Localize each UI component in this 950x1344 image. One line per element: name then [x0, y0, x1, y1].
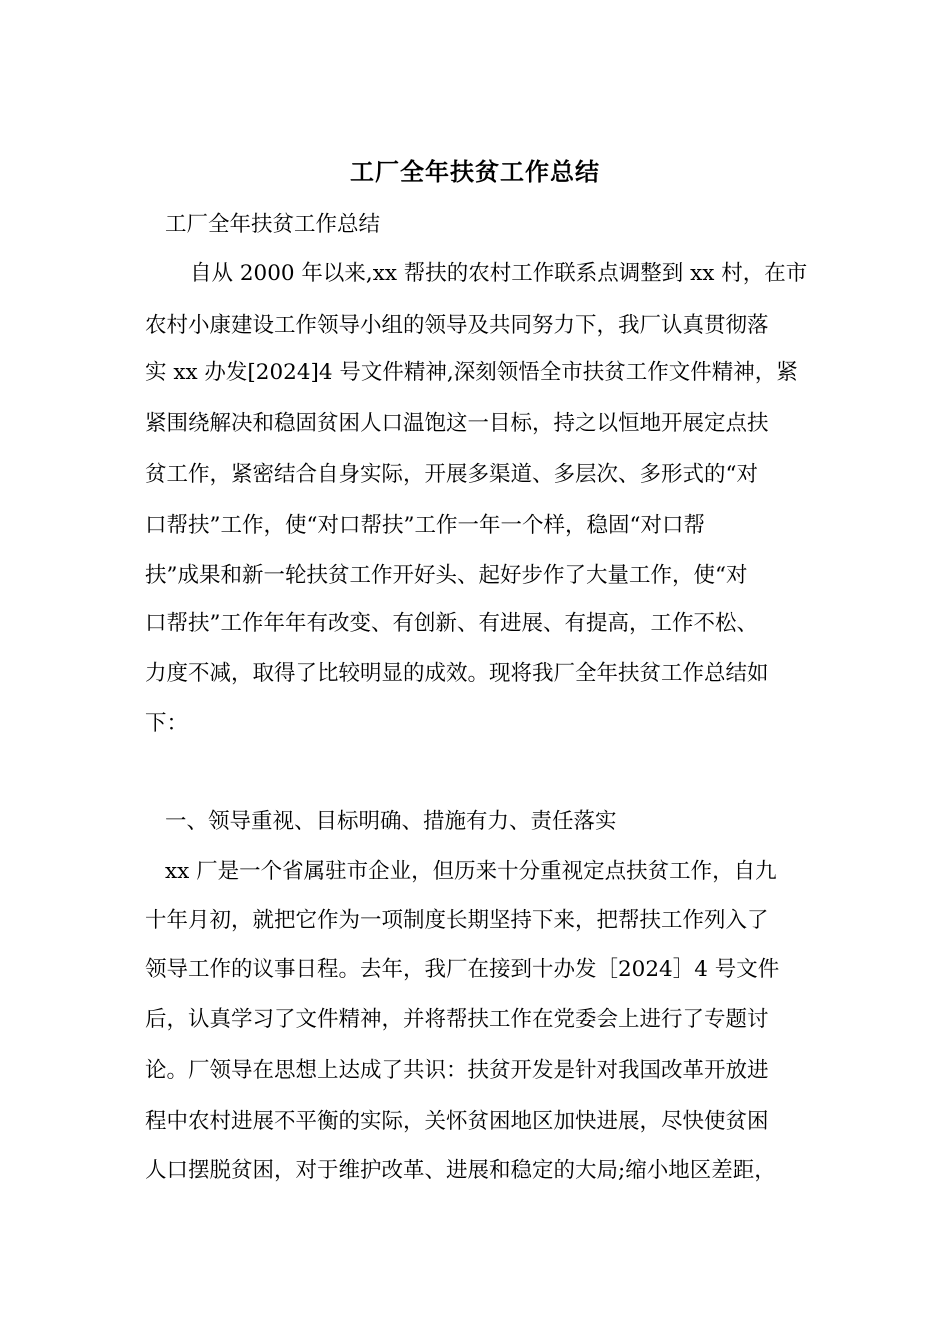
paragraph-line: 自从 2000 年以来,xx 帮扶的农村工作联系点调整到 xx 村，在市 [190, 261, 808, 286]
paragraph-line: 人口摆脱贫困，对于维护改革、进展和稳定的大局;缩小地区差距， [145, 1158, 776, 1183]
paragraph-line: 程中农村进展不平衡的实际，关怀贫困地区加快进展，尽快使贫困 [145, 1109, 769, 1134]
paragraph-line: 论。厂领导在思想上达成了共识：扶贫开发是针对我国改革开放进 [145, 1058, 769, 1083]
paragraph-line: 贫工作，紧密结合自身实际，开展多渠道、多层次、多形式的“对 [145, 462, 758, 487]
paragraph-line: 后，认真学习了文件精神，并将帮扶工作在党委会上进行了专题讨 [145, 1007, 769, 1032]
section-heading: 一、领导重视、目标明确、措施有力、责任落实 [165, 809, 617, 834]
paragraph-line: 农村小康建设工作领导小组的领导及共同努力下，我厂认真贯彻落 [145, 313, 769, 338]
paragraph-line: 领导工作的议事日程。去年，我厂在接到十办发［2024］4 号文件 [145, 957, 780, 982]
paragraph-line: 口帮扶”工作，使“对口帮扶”工作一年一个样，稳固“对口帮 [145, 513, 705, 538]
paragraph-line: 口帮扶”工作年年有改变、有创新、有进展、有提高，工作不松、 [145, 611, 758, 636]
paragraph-line: xx 厂是一个省属驻市企业，但历来十分重视定点扶贫工作，自九 [165, 859, 777, 884]
paragraph-line: 紧围绕解决和稳固贫困人口温饱这一目标，持之以恒地开展定点扶 [145, 411, 769, 436]
document-subtitle: 工厂全年扶贫工作总结 [165, 212, 381, 237]
paragraph-line: 十年月初，就把它作为一项制度长期坚持下来，把帮扶工作列入了 [145, 908, 769, 933]
paragraph-line: 实 xx 办发[2024]4 号文件精神,深刻领悟全市扶贫工作文件精神，紧 [145, 360, 798, 385]
paragraph-line: 扶”成果和新一轮扶贫工作开好头、起好步作了大量工作，使“对 [145, 563, 748, 588]
paragraph-line: 下： [145, 711, 189, 736]
paragraph-line: 力度不减，取得了比较明显的成效。现将我厂全年扶贫工作总结如 [145, 661, 769, 686]
document-title: 工厂全年扶贫工作总结 [350, 157, 600, 186]
